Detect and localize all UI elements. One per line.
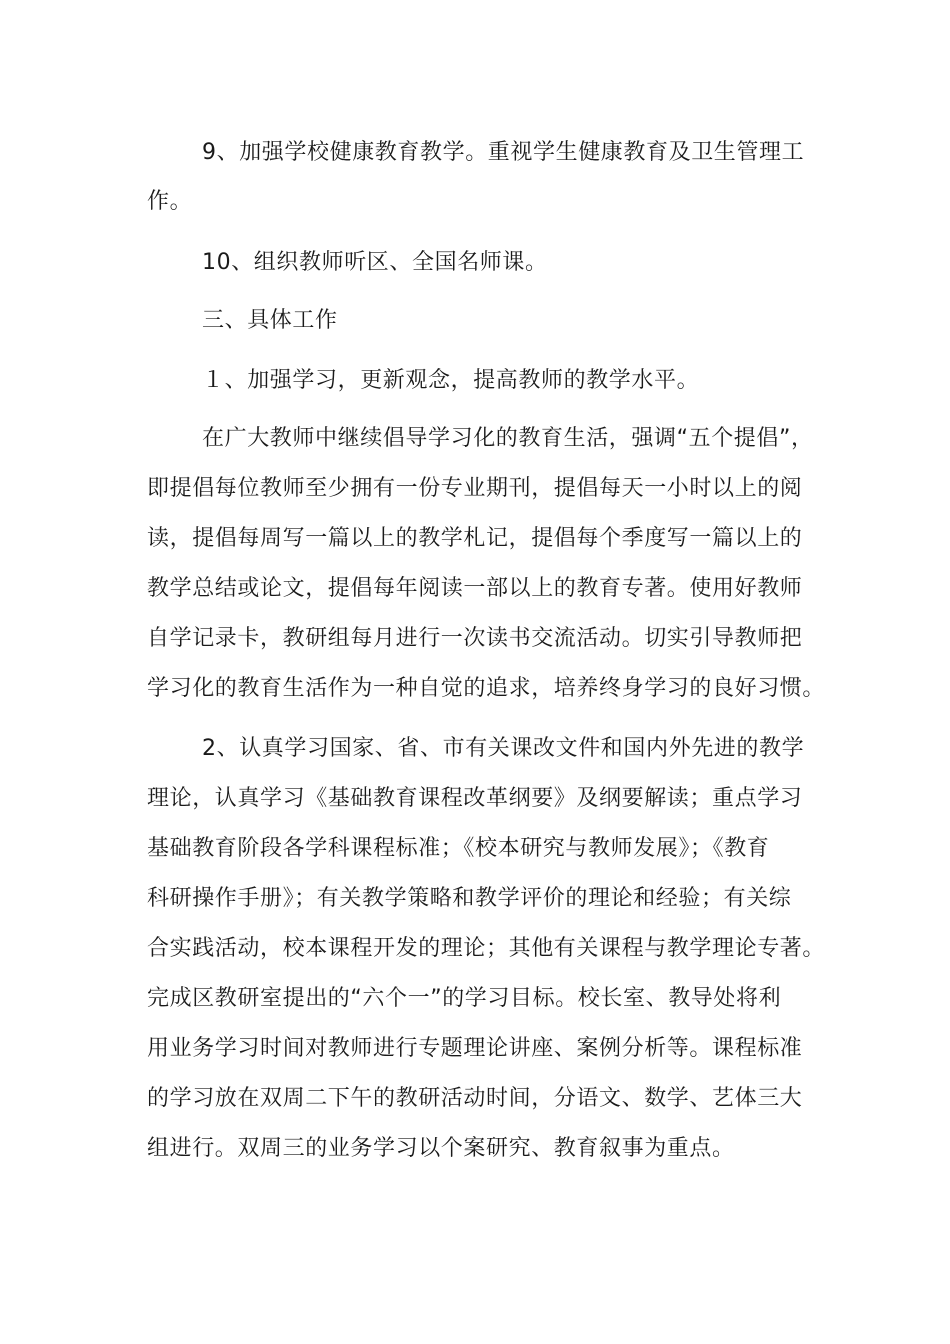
text-line: 的学习放在双周二下午的教研活动时间，分语文、数学、艺体三大 xyxy=(147,1086,803,1111)
text-line: 基础教育阶段各学科课程标准；《校本研究与教师发展》；《教育 xyxy=(147,836,770,861)
text-line: 完成区教研室提出的“六个一”的学习目标。校长室、教导处将利 xyxy=(147,986,782,1011)
text-line: 组进行。双周三的业务学习以个案研究、教育叙事为重点。 xyxy=(147,1136,735,1161)
text-line: 教学总结或论文，提倡每年阅读一部以上的教育专著。使用好教师 xyxy=(147,576,803,601)
text-line: 10、组织教师听区、全国名师课。 xyxy=(202,250,548,275)
text-line: 学习化的教育生活作为一种自觉的追求，培养终身学习的良好习惯。 xyxy=(147,676,826,701)
text-line: 作。 xyxy=(147,189,193,214)
text-line: 理论，认真学习《基础教育课程改革纲要》及纲要解读；重点学习 xyxy=(147,786,803,811)
text-line: 合实践活动，校本课程开发的理论；其他有关课程与教学理论专著。 xyxy=(147,936,826,961)
text-line: 在广大教师中继续倡导学习化的教育生活，强调“五个提倡”， xyxy=(202,426,814,451)
text-line: 科研操作手册》；有关教学策略和教学评价的理论和经验；有关综 xyxy=(147,886,792,911)
text-line: 读，提倡每周写一篇以上的教学札记，提倡每个季度写一篇以上的 xyxy=(147,526,803,551)
text-line: 即提倡每位教师至少拥有一份专业期刊，提倡每天一小时以上的阅 xyxy=(147,476,803,501)
subsection-heading: １、加强学习，更新观念，提高教师的教学水平。 xyxy=(202,368,700,393)
text-line: 9、加强学校健康教育教学。重视学生健康教育及卫生管理工 xyxy=(202,140,805,165)
text-line: 用业务学习时间对教师进行专题理论讲座、案例分析等。课程标准 xyxy=(147,1036,803,1061)
text-line: 2、认真学习国家、省、市有关课改文件和国内外先进的教学 xyxy=(202,736,805,761)
section-heading: 三、具体工作 xyxy=(202,308,338,333)
text-line: 自学记录卡，教研组每月进行一次读书交流活动。切实引导教师把 xyxy=(147,626,803,651)
